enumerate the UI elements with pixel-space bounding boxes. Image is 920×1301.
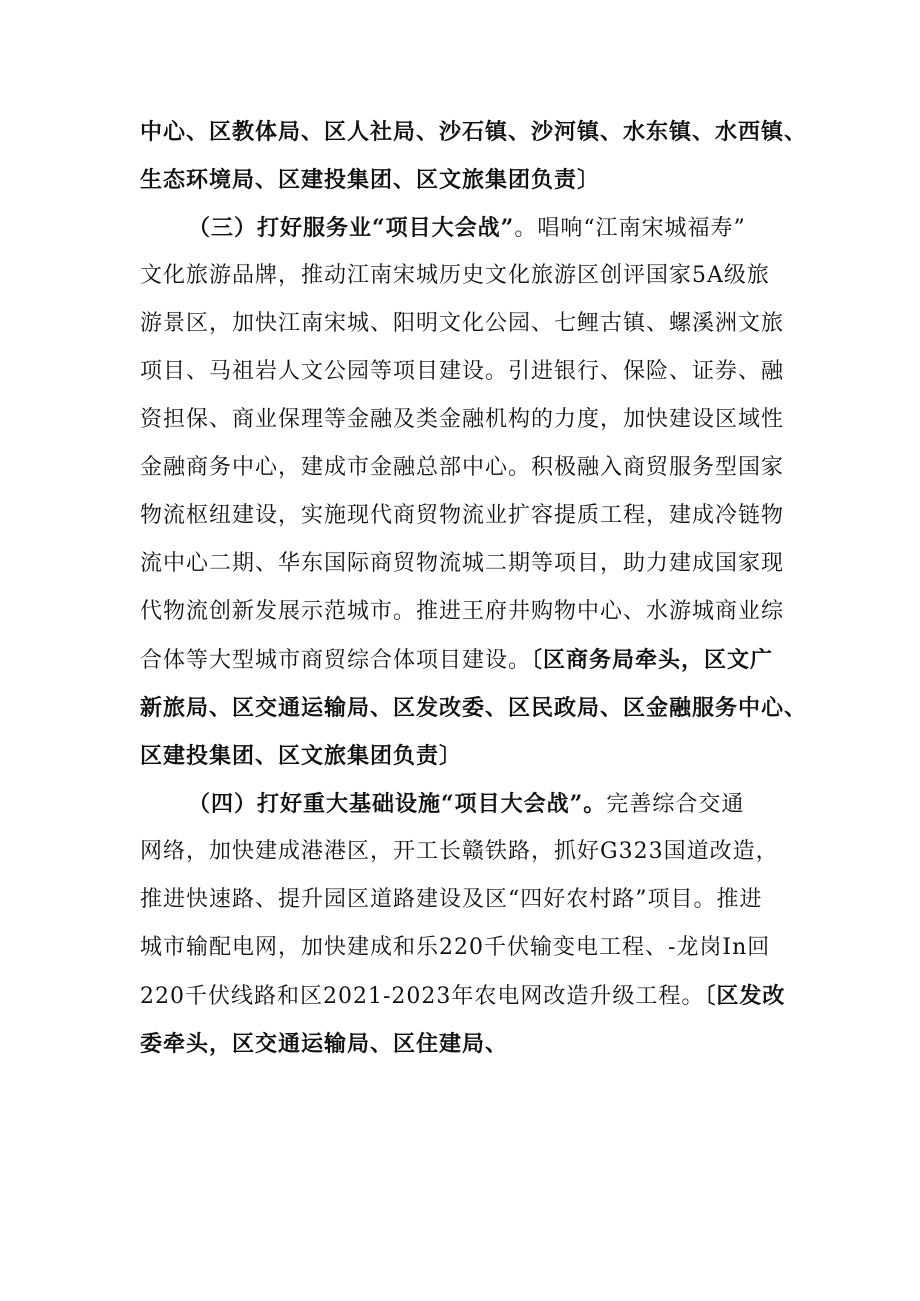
text-line [140,165,800,196]
bold-text-segment: 生态环境局、区建投集团、区文旅集团负责〕 [140,167,601,193]
text-segment: 文化旅游品牌，推动江南宋城历史文化旅游区创评国家5A级旅 [140,263,770,288]
text-segment: 推进快速路、提升园区道路建设及区“四好农村路”项目。推进 [140,887,763,912]
bold-text-segment: 〔区发改 [704,983,786,1009]
text-line [140,309,800,339]
bold-text-segment: 中心、区教体局、区人社局、沙石镇、沙河镇、水东镇、水西镇、 [140,119,808,145]
text-segment: 城市输配电网，加快建成和乐220千伏输变电工程、-龙岗In回 [140,935,771,960]
text-segment: 金融商务中心，建成市金融总部中心。积极融入商贸服务型国家 [140,455,785,480]
text-line [140,453,800,483]
text-line [140,405,800,435]
text-segment: 完善综合交通 [606,792,745,817]
text-line [140,741,800,772]
text-line [140,645,800,676]
text-line [140,117,808,148]
text-line [140,933,800,963]
bold-text-segment: （四）打好重大基础设施“项目大会战”。 [188,791,607,817]
text-line [140,597,800,627]
text-segment: 220千伏线路和区2021-2023年农电网改造升级工程。 [140,984,705,1009]
text-segment: 。唱响“江南宋城福寿” [514,216,746,241]
bold-text-segment: （三）打好服务业“项目大会战” [188,215,515,241]
text-segment: 流中心二期、华东国际商贸物流城二期等项目，助力建成国家现 [140,551,785,576]
bold-text-segment: 区建投集团、区文旅集团负责〕 [140,743,463,769]
text-line [140,501,800,531]
text-line [140,837,800,867]
bold-text-segment: 〔区商务局牵头，区文广 [531,647,774,673]
bold-text-segment: 新旅局、区交通运输局、区发改委、区民政局、区金融服务中心、 [140,695,808,721]
bold-text-segment: 委牵头，区交通运输局、区住建局、 [140,1031,509,1057]
text-segment: 合体等大型城市商贸综合体项目建设。 [140,648,532,673]
text-line [140,693,808,724]
text-segment: 物流枢纽建设，实施现代商贸物流业扩容提质工程，建成冷链物 [140,503,785,528]
text-line [140,261,800,291]
text-line [140,549,800,579]
text-line [188,213,800,244]
text-line [140,1029,800,1060]
text-line [188,789,800,820]
text-segment: 项目、马祖岩人文公园等项目建设。引进银行、保险、证券、融 [140,359,785,384]
text-line [140,981,800,1012]
text-segment: 资担保、商业保理等金融及类金融机构的力度，加快建设区域性 [140,407,785,432]
text-segment: 网络，加快建成港港区，开工长赣铁路，抓好G323国道改造， [140,839,779,864]
text-segment: 代物流创新发展示范城市。推进王府井购物中心、水游城商业综 [140,599,785,624]
text-line [140,885,800,915]
text-segment: 游景区，加快江南宋城、阳明文化公园、七鲤古镇、螺溪洲文旅 [140,311,785,336]
text-line [140,357,800,387]
